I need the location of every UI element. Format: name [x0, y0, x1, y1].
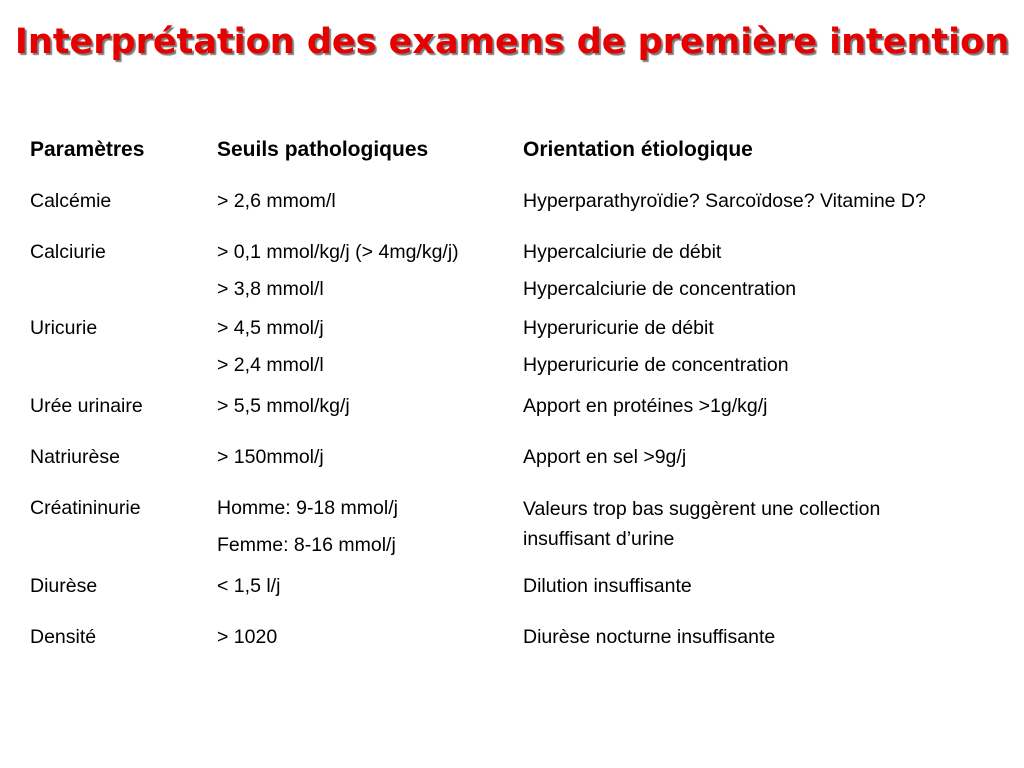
- seuil-cell: [217, 310, 523, 384]
- seuil-line: < 1,5 l/j: [217, 575, 281, 597]
- table-header-row: [30, 134, 1005, 166]
- orientation-cell: [523, 619, 1005, 656]
- orientation-cell: [523, 234, 1005, 308]
- orientation-cell: [523, 490, 1005, 554]
- orientation-line: Apport en sel >9g/j: [523, 446, 687, 468]
- orientation-line: Hyperuricurie de concentration: [523, 354, 789, 376]
- table-row: [30, 568, 1005, 605]
- header-orientation: Orientation étiologique: [523, 138, 753, 161]
- seuil-line: > 0,1 mmol/kg/j (> 4mg/kg/j): [217, 241, 459, 263]
- seuil-line: > 2,6 mmom/l: [217, 190, 336, 212]
- orientation-line: Diurèse nocturne insuffisante: [523, 626, 776, 648]
- header-seuils: Seuils pathologiques: [217, 138, 429, 161]
- seuil-cell: [217, 183, 523, 220]
- table-row: [30, 490, 1005, 564]
- param-cell: Diurèse: [30, 575, 98, 597]
- orientation-cell: [523, 388, 1005, 425]
- page-title: Interprétation des examens de première intention: [14, 22, 1010, 62]
- param-cell: Natriurèse: [30, 446, 120, 468]
- seuil-line: > 4,5 mmol/j: [217, 317, 324, 339]
- table-row: [30, 310, 1005, 384]
- table-row: [30, 619, 1005, 656]
- seuil-cell: [217, 439, 523, 476]
- orientation-cell: [523, 439, 1005, 476]
- orientation-line: Hypercalciurie de débit: [523, 241, 722, 263]
- orientation-line: Hyperparathyroïdie? Sarcoïdose? Vitamine D?: [523, 190, 926, 212]
- param-cell: Uricurie: [30, 317, 98, 339]
- table-row: [30, 234, 1005, 308]
- orientation-cell: [523, 183, 1005, 220]
- seuil-cell: [217, 568, 523, 605]
- seuil-cell: [217, 619, 523, 656]
- table-row: [30, 439, 1005, 476]
- seuil-cell: [217, 388, 523, 425]
- seuil-line: Homme: 9-18 mmol/j: [217, 497, 398, 519]
- param-cell: Urée urinaire: [30, 395, 143, 417]
- seuil-line: Femme: 8-16 mmol/j: [217, 534, 396, 556]
- seuil-line: > 2,4 mmol/l: [217, 354, 324, 376]
- orientation-line: Valeurs trop bas suggèrent une collection insuffisant d’urine: [523, 498, 881, 550]
- param-cell: Densité: [30, 626, 97, 648]
- param-cell: Créatininurie: [30, 497, 141, 519]
- orientation-cell: [523, 310, 1005, 384]
- seuil-cell: [217, 234, 523, 308]
- param-cell: Calciurie: [30, 241, 106, 263]
- seuil-line: > 5,5 mmol/kg/j: [217, 395, 350, 417]
- seuil-line: > 1020: [217, 626, 278, 648]
- orientation-line: Hyperuricurie de débit: [523, 317, 714, 339]
- orientation-line: Apport en protéines >1g/kg/j: [523, 395, 768, 417]
- parameters-table: [30, 134, 1005, 670]
- table-row: [30, 183, 1005, 220]
- orientation-cell: [523, 568, 1005, 605]
- header-parametres: Paramètres: [30, 138, 145, 161]
- table-row: [30, 388, 1005, 425]
- orientation-line: Hypercalciurie de concentration: [523, 278, 797, 300]
- param-cell: Calcémie: [30, 190, 112, 212]
- seuil-cell: [217, 490, 523, 564]
- seuil-line: > 3,8 mmol/l: [217, 278, 324, 300]
- seuil-line: > 150mmol/j: [217, 446, 324, 468]
- orientation-line: Dilution insuffisante: [523, 575, 692, 597]
